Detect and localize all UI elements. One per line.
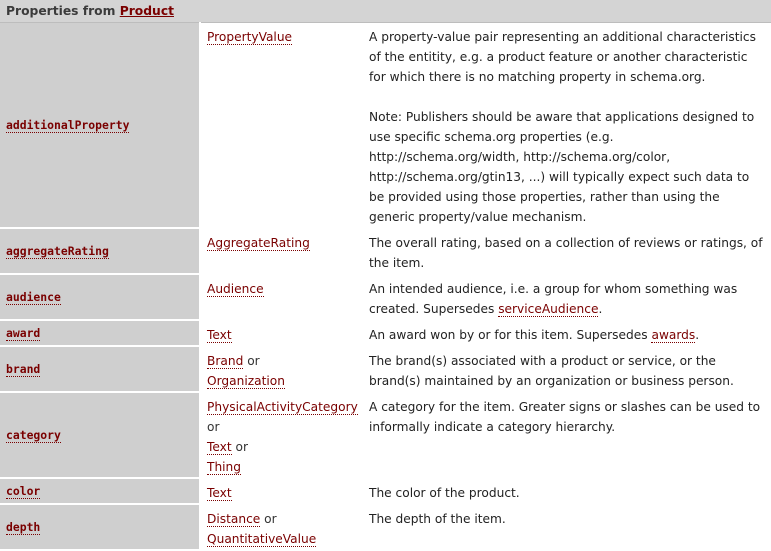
property-link-brand[interactable]: brand [6,362,41,376]
type-link[interactable]: Distance [207,512,261,526]
description-suffix: . [598,302,603,316]
type-link[interactable]: QuantitativeValue [207,532,317,546]
type-link[interactable]: PropertyValue [207,30,293,44]
property-cell [0,346,200,392]
section-header-row [0,0,771,23]
or-separator: or [207,420,220,434]
type-cell [200,346,365,392]
description-cell [365,23,771,229]
property-cell [0,504,200,550]
property-link-audience[interactable]: audience [6,290,61,304]
description-text: The color of the product. [369,486,520,500]
type-link[interactable]: AggregateRating [207,236,310,250]
type-link[interactable]: Text [207,328,232,342]
property-link-award[interactable]: award [6,326,41,340]
property-link-aggregateRating[interactable]: aggregateRating [6,244,109,258]
property-cell [0,320,200,346]
description-cell [365,478,771,504]
supersedes-link[interactable]: serviceAudience [498,302,599,316]
type-cell [200,23,365,229]
property-cell [0,274,200,320]
type-cell [200,392,365,478]
description-cell [365,504,771,550]
product-link[interactable]: Product [119,4,174,18]
description-cell [365,274,771,320]
description-cell [365,392,771,478]
table-row [0,320,771,346]
property-cell [0,392,200,478]
section-header [0,0,771,23]
type-link[interactable]: Thing [207,460,242,474]
table-row [0,392,771,478]
table-row [0,274,771,320]
description-cell [365,228,771,274]
table-row [0,228,771,274]
table-row [0,23,771,229]
type-cell [200,274,365,320]
description-cell [365,346,771,392]
type-link[interactable]: Text [207,486,232,500]
table-row [0,346,771,392]
type-cell [200,478,365,504]
property-cell [0,478,200,504]
description-text: An award won by or for this item. Supersedes [369,328,652,342]
description-text: The overall rating, based on a collection of reviews or ratings, of the item. [369,236,763,270]
property-cell [0,23,200,229]
property-link-color[interactable]: color [6,484,41,498]
type-cell [200,228,365,274]
description-text: An intended audience, i.e. a group for whom something was created. Supersedes [369,282,738,316]
description-text: A property-value pair representing an additional characteristics of the entitity, e.g. a product feature or another characteristic for which there is no matching property in schema.org. [369,30,756,84]
description-note: Note: Publishers should be aware that applications designed to use specific schema.org properties (e.g. http://schema.org/width, http://schema.org/color, http://schema.org/gtin13, ...) will typically expect such data to be provided using those properties, rather than using the generic property/value mechanism. [369,110,755,224]
description-text: A category for the item. Greater signs or slashes can be used to informally indicate a category hierarchy. [369,400,761,434]
description-suffix: . [695,328,700,342]
type-link[interactable]: Organization [207,374,285,388]
supersedes-link[interactable]: awards [651,328,696,342]
type-link[interactable]: Audience [207,282,264,296]
property-link-category[interactable]: category [6,428,61,442]
description-cell [365,320,771,346]
or-separator: or [235,440,248,454]
description-text: The brand(s) associated with a product or service, or the brand(s) maintained by an organization or business person. [369,354,734,388]
property-link-depth[interactable]: depth [6,520,41,534]
type-link[interactable]: Brand [207,354,244,368]
property-cell [0,228,200,274]
property-link-additionalProperty[interactable]: additionalProperty [6,118,130,132]
type-link[interactable]: PhysicalActivityCategory [207,400,358,414]
or-separator: or [247,354,260,368]
or-separator: or [264,512,277,526]
type-cell [200,504,365,550]
table-row [0,504,771,550]
section-header-prefix: Properties from [6,4,120,18]
type-link[interactable]: Text [207,440,232,454]
table-row [0,478,771,504]
description-text: The depth of the item. [369,512,506,526]
type-cell [200,320,365,346]
